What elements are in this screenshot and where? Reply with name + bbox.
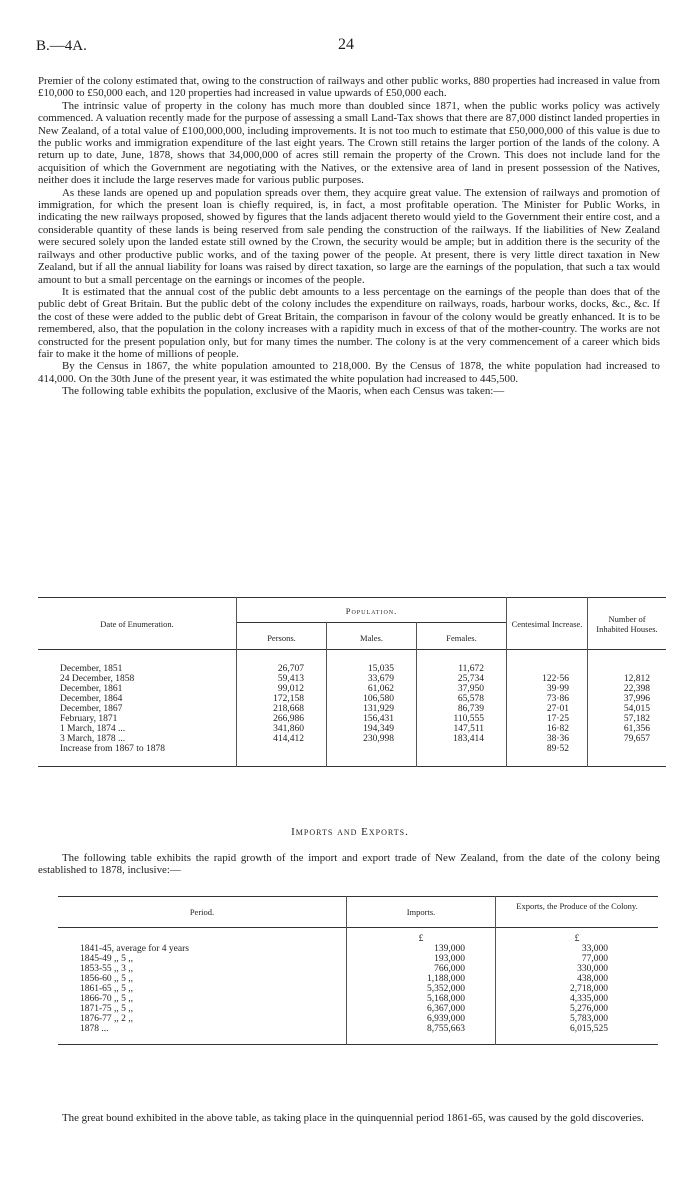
cell-males: 61,062 (327, 684, 417, 694)
cell-persons: 99,012 (237, 684, 327, 694)
cell-increase: 39·99 (507, 684, 588, 694)
section-title: Imports and Exports. (291, 826, 409, 838)
cell-exports: 438,000 (577, 974, 608, 984)
cell-increase: 122·56 (507, 674, 588, 684)
cell-persons (237, 744, 327, 767)
population-table (38, 597, 666, 767)
cell-males (327, 744, 417, 767)
cell-persons: 341,860 (237, 724, 327, 734)
cell-persons: 172,158 (237, 694, 327, 704)
cell-period: 1841-45, average for 4 years (58, 944, 347, 954)
table-row (58, 964, 658, 974)
table-row (58, 1024, 658, 1045)
table-row (38, 674, 666, 684)
paragraph: By the Census in 1867, the white population amounted to 218,000. By the Census of 1878, the white population had increased to 414,000. On the 30th June of the present year, it was estimated the white population had increased to 445,500. (38, 360, 660, 385)
header-houses: Number of Inhabited Houses. (596, 613, 658, 634)
cell-imports: 1,188,000 (347, 974, 496, 984)
cell-imports: 766,000 (347, 964, 496, 974)
table-row (58, 984, 658, 994)
cell-males: 131,929 (327, 704, 417, 714)
table-row (58, 1004, 658, 1014)
cell-exports: 4,335,000 (570, 994, 608, 1004)
cell-increase: 17·25 (507, 714, 588, 724)
cell-increase: 16·82 (507, 724, 588, 734)
cell-persons: 59,413 (237, 674, 327, 684)
table-row (38, 724, 666, 734)
cell-persons: 218,668 (237, 704, 327, 714)
header-centesimal: Centesimal Increase. (507, 598, 588, 650)
cell-date: December, 1861 (38, 684, 237, 694)
header-persons: Persons. (237, 623, 327, 650)
cell-period: 1871-75 ,, 5 ,, (58, 1004, 347, 1014)
cell-exports: 2,718,000 (570, 984, 608, 994)
cell-females: 25,734 (417, 674, 507, 684)
cell-date: 3 March, 1878 ... (38, 734, 237, 744)
cell-period: 1876-77 ,, 2 ,, (58, 1014, 347, 1024)
cell-males: 33,679 (327, 674, 417, 684)
cell-females: 183,414 (417, 734, 507, 744)
cell-imports: 6,939,000 (347, 1014, 496, 1024)
page-number: 24 (338, 36, 354, 53)
paragraph: Premier of the colony estimated that, owing to the construction of railways and other public works, 880 properties had increased in value from £10,000 to £50,000 each, and 120 properties had increased in value upwards of £50,000 each. (38, 75, 660, 100)
cell-imports: 5,168,000 (347, 994, 496, 1004)
cell-increase: 73·86 (507, 694, 588, 704)
paragraph: The intrinsic value of property in the colony has much more than doubled since 1871, when the public works policy was actively commenced. A valuation recently made for the purpose of assessing a small Land-Tax shows that there are 87,000 distinct landed properties in New Zealand, of a total value of £100,000,000, including improvements. It is not too much to estimate that £50,000,000 of this value is due to the public works and immigration expenditure of the last eight years. The Crown still retains the larger portion of the lands of the colony. A return up to date, June, 1878, shows that 34,000,000 of acres still remain the property of the Crown. This does not include land for the acquisition of which the Government are negotiating with the Natives, or the extensive area of land in present possession of the Natives, neither does it include the large reserves made for various public purposes. (38, 99, 660, 187)
cell-period: 1878 ... (58, 1024, 347, 1045)
cell-houses: 61,356 (623, 724, 650, 734)
paragraph: The following table exhibits the rapid growth of the import and export trade of New Zealand, from the date of the colony being established to 1878, inclusive:— (38, 852, 660, 877)
cell-males: 15,035 (327, 650, 417, 675)
cell-houses (588, 650, 667, 675)
table-row (58, 994, 658, 1004)
final-paragraph (38, 1112, 660, 1124)
header-period: Period. (58, 897, 347, 928)
cell-period: 1866-70 ,, 5 ,, (58, 994, 347, 1004)
cell-males: 106,580 (327, 694, 417, 704)
paragraph: The great bound exhibited in the above table, as taking place in the quinquennial period 1861-65, was caused by the gold discoveries. (62, 1112, 644, 1124)
cell-females: 110,555 (417, 714, 507, 724)
cell-increase (507, 650, 588, 675)
cell-date: 24 December, 1858 (38, 674, 237, 684)
cell-houses: 54,015 (623, 704, 650, 714)
cell-females: 65,578 (417, 694, 507, 704)
cell-houses: 37,996 (623, 694, 650, 704)
header-date: Date of Enumeration. (38, 598, 237, 650)
cell-date: 1 March, 1874 ... (38, 724, 237, 734)
cell-date: Increase from 1867 to 1878 (38, 744, 237, 767)
cell-females: 37,950 (417, 684, 507, 694)
cell-exports: 330,000 (577, 964, 608, 974)
cell-period: 1861-65 ,, 5 ,, (58, 984, 347, 994)
cell-males: 194,349 (327, 724, 417, 734)
table-row (58, 944, 658, 954)
cell-imports: 5,352,000 (347, 984, 496, 994)
cell-exports: 5,783,000 (570, 1014, 608, 1024)
paragraph: It is estimated that the annual cost of the public debt amounts to a less percentage on the earnings of the people than does that of the public debt of Great Britain. But the public debt of the colony includes the expenditure on railways, roads, harbour works, docks, &c., &c. If the cost of these were added to the public debt of Great Britain, the comparison in favour of the colony would be greatly enhanced. It is to be remembered, also, that the population in the colony increases with a rapidity much in excess of that of the mother-country. The works are not constructed for the present population only, but for many times the number. The colony is at the very commencement of a career which bids fair to make it the home of millions of people. (38, 285, 660, 360)
cell-females: 86,739 (417, 704, 507, 714)
cell-females: 147,511 (417, 724, 507, 734)
table-row (38, 704, 666, 714)
cell-persons: 414,412 (237, 734, 327, 744)
currency-symbol: £ (347, 928, 496, 945)
cell-exports: 33,000 (581, 944, 608, 954)
currency-symbol: £ (574, 934, 580, 944)
imports-intro (38, 852, 660, 877)
cell-houses (588, 744, 667, 767)
header-imports: Imports. (347, 897, 496, 928)
cell-females (417, 744, 507, 767)
cell-persons: 26,707 (237, 650, 327, 675)
cell-date: December, 1864 (38, 694, 237, 704)
cell-period: 1856-60 ,, 5 ,, (58, 974, 347, 984)
cell-increase: 38·36 (507, 734, 588, 744)
table-row (38, 734, 666, 744)
paragraph: The following table exhibits the population, exclusive of the Maoris, when each Census was taken:— (62, 385, 505, 398)
cell-females: 11,672 (417, 650, 507, 675)
cell-imports: 139,000 (347, 944, 496, 954)
cell-exports: 5,276,000 (570, 1004, 608, 1014)
cell-date: December, 1867 (38, 704, 237, 714)
header-females: Females. (417, 623, 507, 650)
imports-exports-table (58, 896, 658, 1045)
cell-houses: 22,398 (623, 684, 650, 694)
table-row (38, 714, 666, 724)
cell-exports: 77,000 (581, 954, 608, 964)
table-row (58, 974, 658, 984)
table-row (38, 694, 666, 704)
cell-imports: 8,755,663 (347, 1024, 496, 1045)
document-reference: B.—4A. (36, 38, 87, 54)
cell-males: 156,431 (327, 714, 417, 724)
header-males: Males. (327, 623, 417, 650)
table-row (38, 650, 666, 675)
table-row (58, 1014, 658, 1024)
cell-imports: 193,000 (347, 954, 496, 964)
cell-increase: 27·01 (507, 704, 588, 714)
cell-imports: 6,367,000 (347, 1004, 496, 1014)
body-text (38, 75, 660, 398)
header-population: Population. (237, 598, 507, 623)
cell-exports: 6,015,525 (570, 1024, 608, 1034)
cell-date: December, 1851 (38, 650, 237, 675)
table-row (58, 954, 658, 964)
table-row (38, 684, 666, 694)
cell-houses: 79,657 (623, 734, 650, 744)
paragraph: As these lands are opened up and population spreads over them, they acquire great value. The extension of railways and promotion of immigration, for which the present loan is chiefly required, is, in fact, a most profitable operation. The Minister for Public Works, in indicating the new railways proposed, showed by figures that the lands adjacent thereto would yield to the Government their entire cost, and a considerable quantity of these lands is being reserved from sale pending the construction of the railways. If the liabilities of New Zealand were secured solely upon the landed estate still owned by the Crown, the security would be ample; but in addition there is the security of the railways and other productive public works, and of the taxing power of the people. At present, there is very little direct taxation in New Zealand, but if all the annual liability for loans was raised by direct taxation, so large are the earnings of the population, that such a tax would amount to but a small percentage on the earnings or incomes of the people. (38, 186, 660, 286)
cell-increase: 89·52 (507, 744, 588, 767)
cell-houses: 57,182 (623, 714, 650, 724)
table-row (38, 744, 666, 767)
cell-persons: 266,986 (237, 714, 327, 724)
cell-males: 230,998 (327, 734, 417, 744)
cell-date: February, 1871 (38, 714, 237, 724)
cell-period: 1853-55 ,, 3 ,, (58, 964, 347, 974)
header-exports: Exports, the Produce of the Colony. (516, 901, 638, 911)
cell-period: 1845-49 ,, 5 ,, (58, 954, 347, 964)
cell-houses: 12,812 (623, 674, 650, 684)
